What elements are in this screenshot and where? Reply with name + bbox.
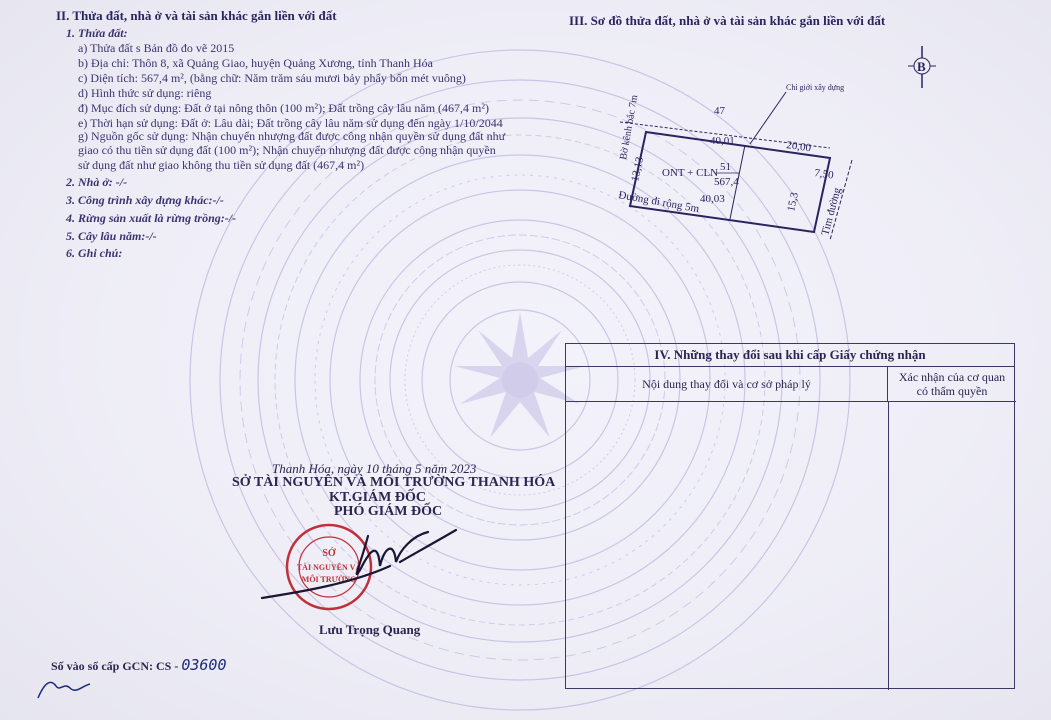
setback-length: 20,00 — [785, 139, 812, 155]
road-right-label: Tim đường — [819, 186, 844, 237]
origin-line-2: giao có thu tiền sử dụng đất (100 m²); Nhận chuyển nhượng đất được công nhận quyền — [78, 143, 496, 157]
confirm-col-line2: có thẩm quyền — [916, 384, 988, 398]
confirm-col-header — [888, 366, 1016, 402]
address-line: b) Địa chỉ: Thôn 8, xã Quảng Giao, huyện Quảng Xương, tỉnh Thanh Hóa — [78, 56, 434, 70]
changes-table — [565, 343, 1015, 689]
signature-scribble — [260, 526, 460, 606]
road-bottom-label: Đường đi rộng 5m — [617, 189, 701, 216]
kt-director: KT.GIÁM ĐỐC — [329, 490, 426, 505]
issue-date: Thanh Hóa, ngày 10 tháng 5 năm 2023 — [272, 461, 477, 476]
parcel-number: 51 — [720, 161, 731, 173]
notes-line: 6. Ghi chú: — [66, 246, 123, 260]
origin-line-1: g) Nguồn gốc sử dụng: Nhận chuyển nhượng đất được công nhận quyền sử dụng đất như — [78, 129, 506, 143]
signer-name: Lưu Trọng Quang — [319, 622, 421, 637]
compass-icon — [904, 44, 940, 90]
confirm-col-line1: Xác nhận của cơ quan — [898, 370, 1006, 384]
forest-line: 4. Rừng sản xuất là rừng trồng:-/- — [66, 211, 237, 225]
land-parcel-heading: 1. Thửa đất: — [66, 26, 128, 40]
section-3-title: III. Sơ đồ thửa đất, nhà ở và tài sản khác gắn liền với đất — [569, 13, 886, 28]
right-length: 15,3 — [785, 191, 801, 213]
changes-col-header: Nội dung thay đổi và cơ sở pháp lý — [566, 366, 888, 402]
construction-line: 3. Công trình xây dựng khác:-/- — [66, 193, 224, 207]
usage-term-line: e) Thời hạn sử dụng: Đất ở: Lâu dài; Đất trồng cây lâu năm sử dụng đến ngày 1/10/2044 — [78, 116, 503, 130]
canal-label: Bờ kênh bắc 7m — [618, 94, 641, 161]
svg-text:TÀI NGUYÊN VÀ: TÀI NGUYÊN VÀ — [296, 563, 362, 572]
left-length: 13,13 — [629, 155, 647, 183]
parcel-number-line: a) Thửa đất s Bản đồ đo vẽ 2015 — [78, 41, 235, 55]
boundary-label: Chỉ giới xây dựng — [786, 83, 845, 92]
usage-purpose-line: đ) Mục đích sử dụng: Đất ở tại nông thôn (100 m²); Đất trồng cây lâu năm (467,4 m²) — [78, 101, 489, 115]
section-2-title: II. Thửa đất, nhà ở và tài sản khác gắn liền với đất — [56, 8, 337, 23]
parcel-map — [590, 40, 890, 250]
area-line: c) Diện tích: 567,4 m², (bằng chữ: Năm trăm sáu mươi bảy phẩy bốn mét vuông) — [78, 71, 466, 85]
top-length: 40,01 — [710, 135, 735, 147]
house-line: 2. Nhà ở: -/- — [66, 175, 128, 189]
parcel-code: ONT + CLN — [662, 167, 719, 179]
north-letter: B — [917, 59, 926, 74]
parcel-top-number: 47 — [714, 105, 725, 117]
deputy-director: PHÓ GIÁM ĐỐC — [334, 504, 443, 519]
issuing-agency: SỞ TÀI NGUYÊN VÀ MÔI TRƯỜNG THANH HÓA — [232, 475, 556, 490]
registry-label: Số vào sổ cấp GCN: CS - — [51, 659, 179, 673]
offset-length: 7,50 — [813, 167, 835, 182]
bottom-length: 40,03 — [700, 193, 725, 205]
boundary-pointer — [750, 92, 786, 144]
origin-line-3: sử dụng đất như giao không thu tiền sử dụng đất (467,4 m²) — [78, 158, 365, 172]
registry-number: 03600 — [181, 656, 227, 674]
svg-text:MÔI TRƯỜNG: MÔI TRƯỜNG — [301, 575, 357, 584]
registry-initials — [34, 674, 94, 704]
section-4-title: IV. Những thay đổi sau khi cấp Giấy chứng nhận — [566, 344, 1014, 367]
parcel-area: 567,4 — [714, 176, 739, 188]
registry-line — [51, 656, 227, 674]
svg-text:SỞ: SỞ — [322, 548, 336, 559]
perennial-line: 5. Cây lâu năm:-/- — [66, 229, 157, 243]
usage-form-line: d) Hình thức sử dụng: riêng — [78, 86, 212, 100]
